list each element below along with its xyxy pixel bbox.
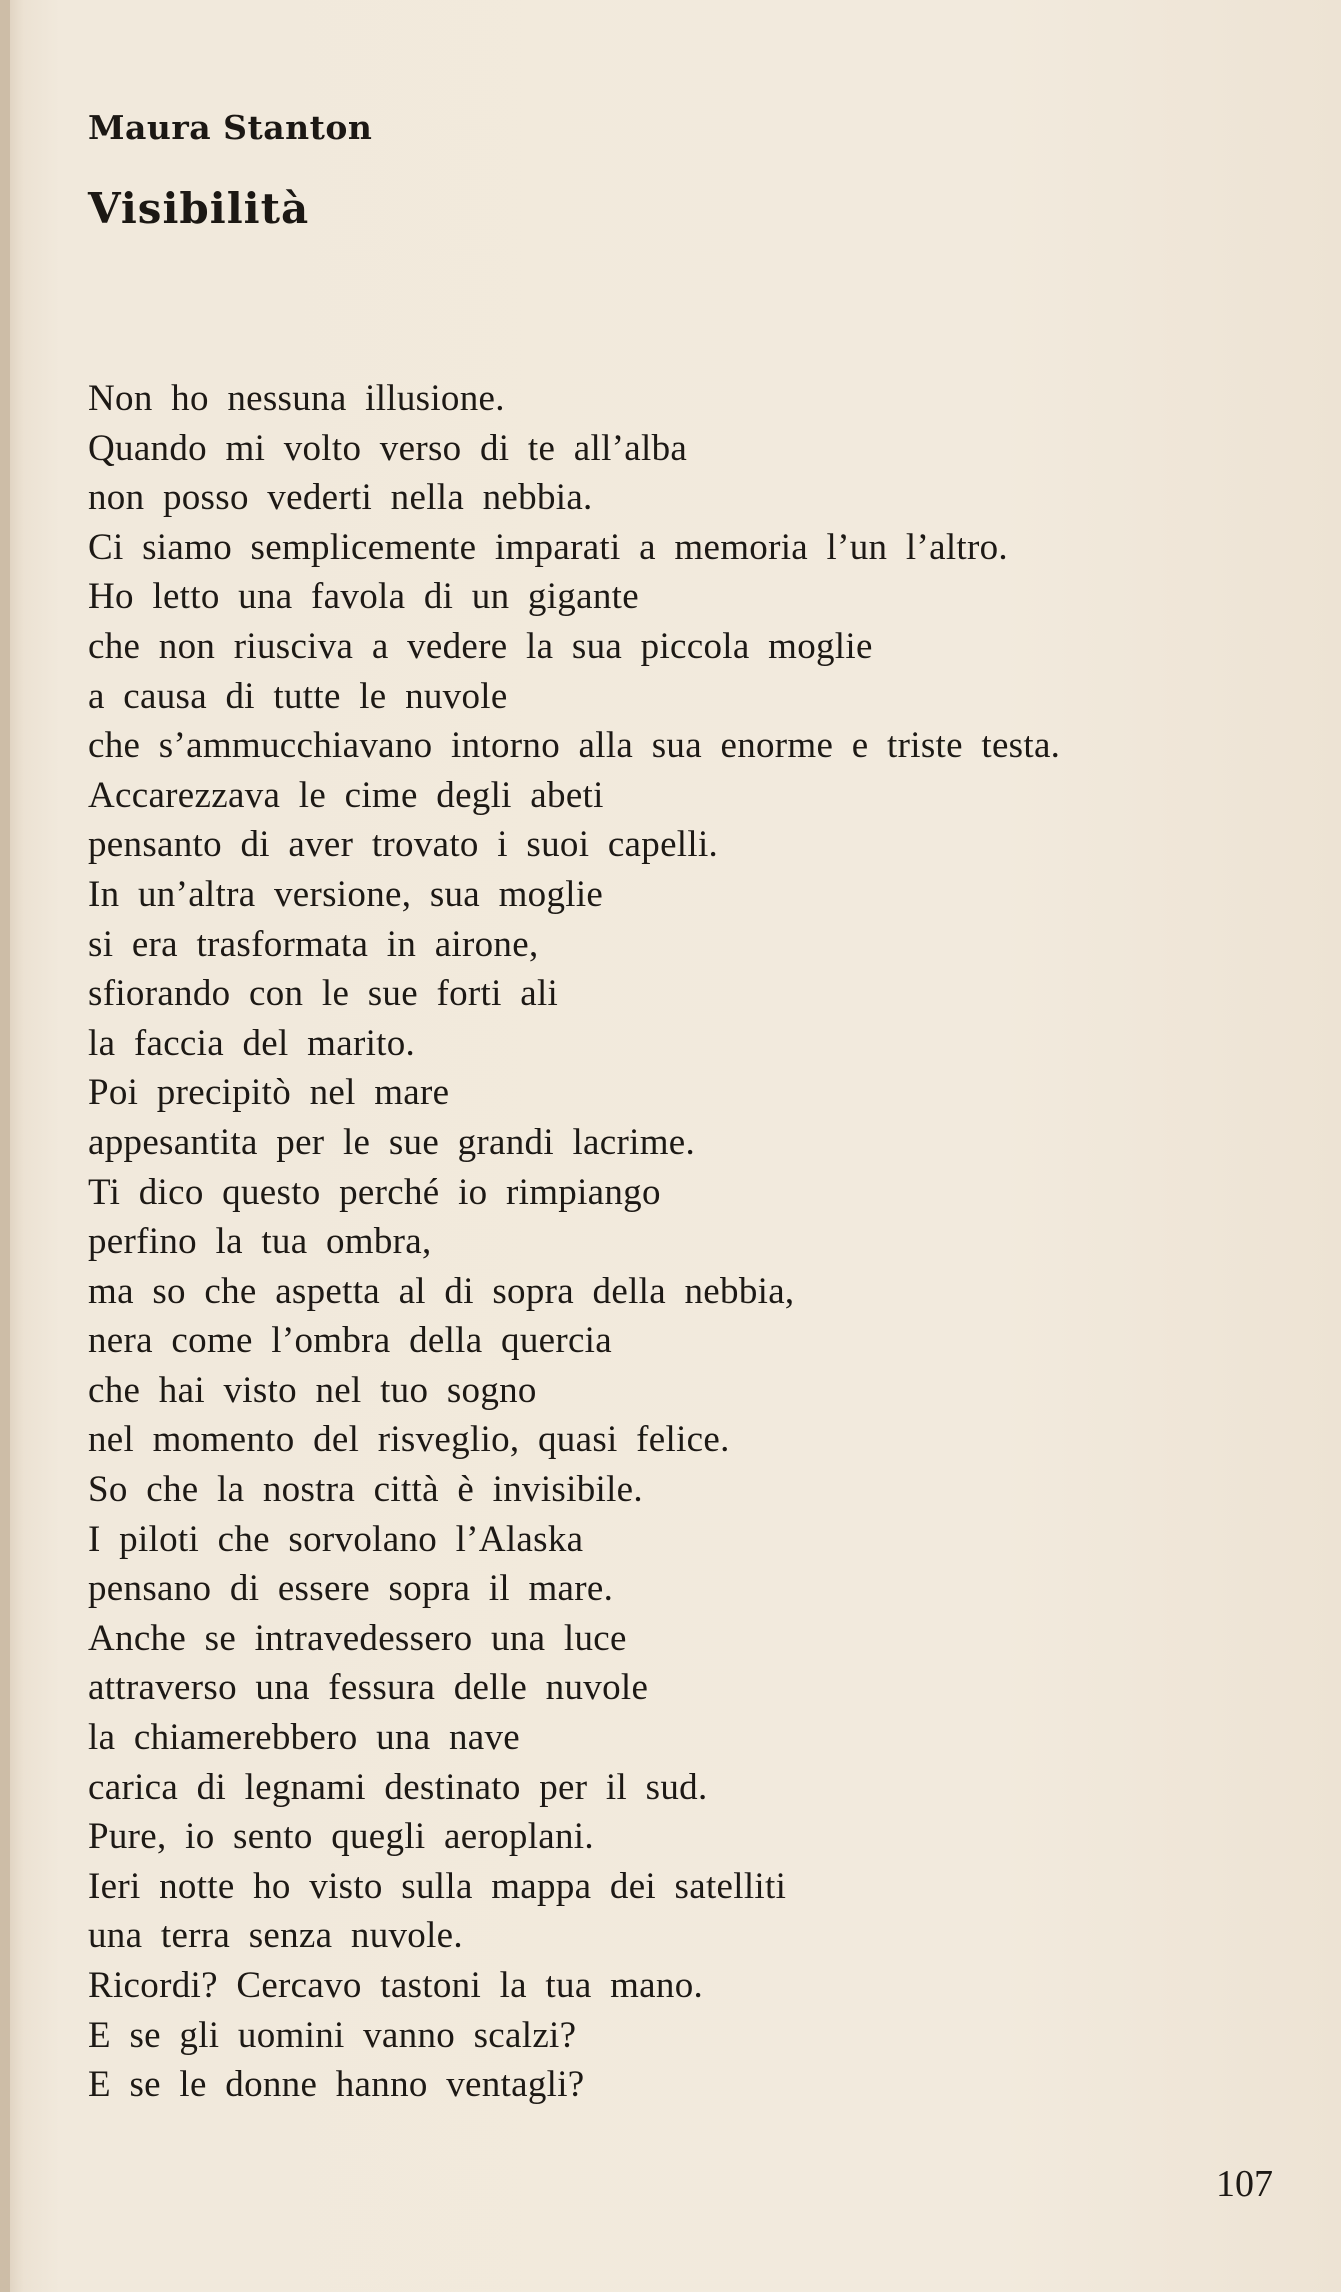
poem-line: a causa di tutte le nuvole [88, 675, 508, 717]
poem-line: pensano di essere sopra il mare. [88, 1568, 614, 1610]
poem-line: E se le donne hanno ventagli? [88, 2064, 585, 2106]
poem-line: Quando mi volto verso di te all’alba [88, 427, 688, 469]
poem-line: la chiamerebbero una nave [88, 1717, 521, 1759]
poem-line: appesantita per le sue grandi lacrime. [88, 1121, 696, 1163]
poem-line: Pure, io sento quegli aeroplani. [88, 1816, 594, 1858]
poem-line: nel momento del risveglio, quasi felice. [88, 1419, 730, 1461]
page-number: 107 [1216, 2163, 1273, 2205]
poem-line: si era trasformata in airone, [88, 923, 539, 965]
poem-line: Anche se intravedessero una luce [88, 1617, 627, 1659]
poem-line: nera come l’ombra della quercia [88, 1320, 612, 1362]
poem-line: E se gli uomini vanno scalzi? [88, 2014, 577, 2056]
poem-line: Ti dico questo perché io rimpiango [88, 1171, 661, 1213]
poem-line: Ho letto una favola di un gigante [88, 576, 639, 618]
poem-title: Visibilità [88, 184, 310, 233]
poem-line: Ieri notte ho visto sulla mappa dei satelliti [88, 1865, 787, 1907]
poem-line: non posso vederti nella nebbia. [88, 477, 593, 519]
poem-line: che non riusciva a vedere la sua piccola moglie [88, 625, 873, 667]
poem-body [88, 374, 1060, 2110]
poem-line: carica di legnami destinato per il sud. [88, 1766, 708, 1808]
poem-line: pensanto di aver trovato i suoi capelli. [88, 824, 719, 866]
poem-line: So che la nostra città è invisibile. [88, 1469, 643, 1511]
poem-line: In un’altra versione, sua moglie [88, 873, 604, 915]
author-name: Maura Stanton [88, 108, 373, 147]
poem-line: Accarezzava le cime degli abeti [88, 774, 604, 816]
poem-line: sfiorando con le sue forti ali [88, 973, 559, 1015]
poem-line: che hai visto nel tuo sogno [88, 1369, 537, 1411]
poem-line: perfino la tua ombra, [88, 1221, 432, 1263]
poem-line: Ricordi? Cercavo tastoni la tua mano. [88, 1965, 704, 2006]
poem-line: attraverso una fessura delle nuvole [88, 1667, 649, 1709]
poem-line: la faccia del marito. [88, 1022, 416, 1064]
poem-line: Ci siamo semplicemente imparati a memoria l’un l’altro. [88, 526, 1008, 568]
page-binding-edge [0, 0, 10, 2292]
poem-line: una terra senza nuvole. [88, 1915, 463, 1957]
poem-line: che s’ammucchiavano intorno alla sua enorme e triste testa. [88, 725, 1061, 767]
poem-line: I piloti che sorvolano l’Alaska [88, 1518, 584, 1560]
poem-line: ma so che aspetta al di sopra della nebbia, [88, 1270, 795, 1312]
poem-line: Poi precipitò nel mare [88, 1072, 450, 1114]
poem-line: Non ho nessuna illusione. [88, 378, 505, 419]
